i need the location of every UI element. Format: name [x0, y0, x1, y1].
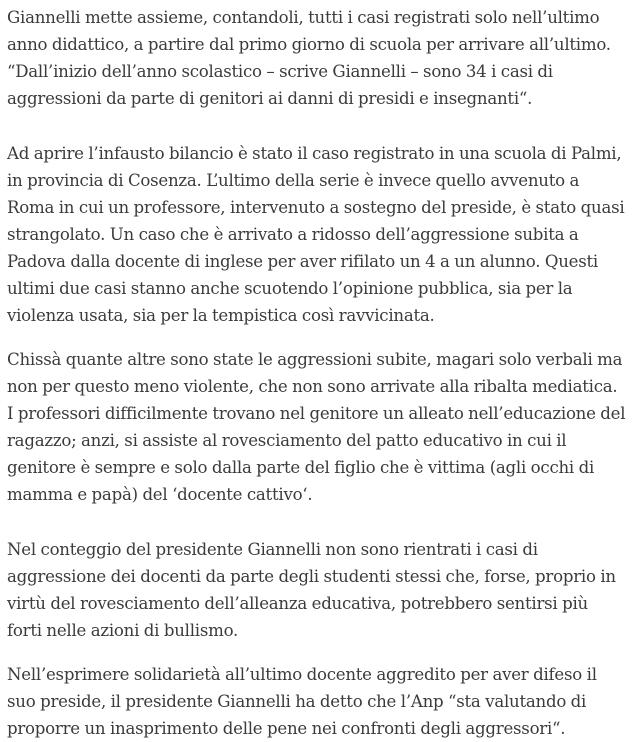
article-paragraph-1: Giannelli mette assieme, contandoli, tutti i casi registrati solo nell’ultimo anno didattico, a partire dal primo giorno di scuola per arrivare all’ultimo. “Dall’inizio dell’anno scolastico – scrive Giannelli – sono 34 i casi di aggressioni da parte di genitori ai danni di presidi e insegnanti“. [7, 8, 611, 108]
article-paragraph-3: Chissà quante altre sono state le aggressioni subite, magari solo verbali ma non per questo meno violente, che non sono arrivate alla ribalta mediatica. I professori difficilmente trovano nel genitore un alleato nell’educazione del ragazzo; anzi, si assiste al rovesciamento del patto educativo in cui il genitore è sempre e solo dalla parte del figlio che è vittima (agli occhi di mamma e papà) del ‘docente cattivo‘. [7, 350, 626, 504]
article-paragraph-4: Nel conteggio del presidente Giannelli non sono rientrati i casi di aggressione dei docenti da parte degli studenti stessi che, forse, proprio in virtù del rovesciamento dell’alleanza educativa, potrebbero sentirsi più forti nelle azioni di bullismo. [7, 540, 616, 640]
article-paragraph-2: Ad aprire l’infausto bilancio è stato il caso registrato in una scuola di Palmi, in provincia di Cosenza. L’ultimo della serie è invece quello avvenuto a Roma in cui un professore, intervenuto a sostegno del preside, è stato quasi strangolato. Un caso che è arrivato a ridosso dell’aggressione subita a Padova dalla docente di inglese per aver rifilato un 4 a un alunno. Questi ultimi due casi stanno anche scuotendo l’opinione pubblica, sia per la violenza usata, sia per la tempistica così ravvicinata. [7, 144, 625, 325]
article-paragraph-5: Nell’esprimere solidarietà all’ultimo docente aggredito per aver difeso il suo preside, il presidente Giannelli ha detto che l’Anp “sta valutando di proporre un inasprimento delle pene nei confronti degli aggressori“. [7, 665, 597, 738]
